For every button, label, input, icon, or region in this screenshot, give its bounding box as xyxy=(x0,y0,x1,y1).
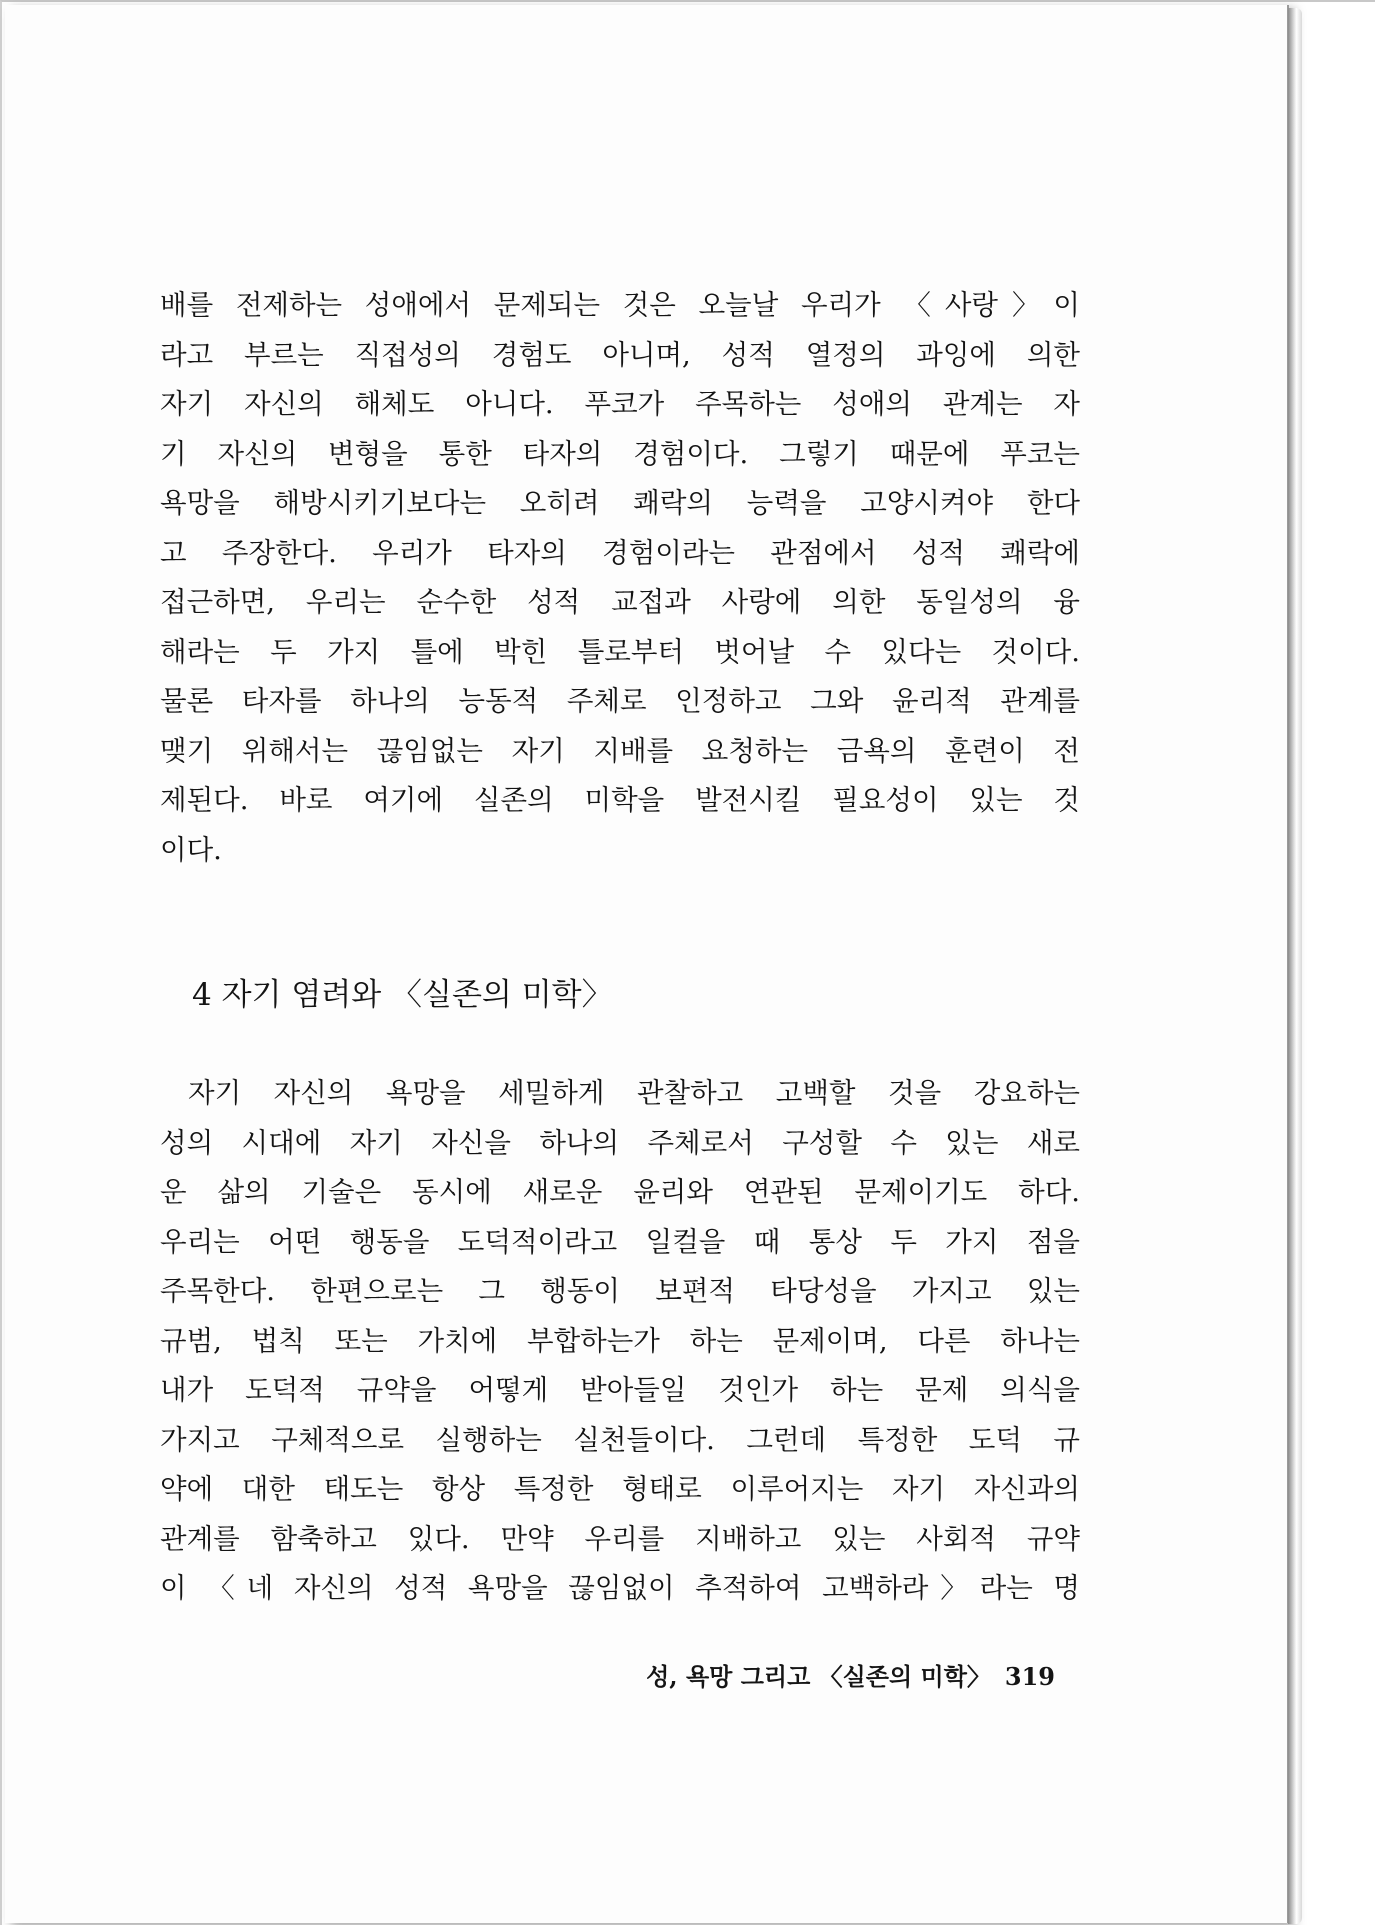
text-line: 내가 도덕적 규약을 어떻게 받아들일 것인가 하는 문제 의식을 xyxy=(160,1374,1080,1406)
text-line: 관계를 함축하고 있다. 만약 우리를 지배하고 있는 사회적 규약 xyxy=(160,1522,1080,1555)
text-line: 제된다. 바로 여기에 실존의 미학을 발전시킬 필요성이 있는 것 xyxy=(160,784,1080,816)
page-footer xyxy=(595,1657,1055,1697)
paragraph-continued xyxy=(160,281,1080,875)
text-line: 이다. xyxy=(160,833,222,866)
text-line: 성의 시대에 자기 자신을 하나의 주체로서 구성할 수 있는 새로 xyxy=(160,1126,1080,1159)
text-line: 라고 부르는 직접성의 경험도 아니며, 성적 열정의 과잉에 의한 xyxy=(160,338,1080,371)
running-title: 성, 욕망 그리고 〈실존의 미학〉 xyxy=(646,1662,991,1691)
text-line: 기 자신의 변형을 통한 타자의 경험이다. 그렇기 때문에 푸코는 xyxy=(160,437,1080,470)
page-edge xyxy=(1288,8,1302,1924)
text-line: 욕망을 해방시키기보다는 오히려 쾌락의 능력을 고양시켜야 한다 xyxy=(160,487,1080,519)
text-line: 약에 대한 태도는 항상 특정한 형태로 이루어지는 자기 자신과의 xyxy=(160,1473,1080,1505)
text-line: 자기 자신의 욕망을 세밀하게 관찰하고 고백할 것을 강요하는 xyxy=(188,1077,1080,1109)
page-number: 319 xyxy=(1004,1662,1055,1691)
text-line: 맺기 위해서는 끊임없는 자기 지배를 요청하는 금욕의 훈련이 전 xyxy=(160,734,1080,767)
text-line: 가지고 구체적으로 실행하는 실천들이다. 그런데 특정한 도덕 규 xyxy=(160,1423,1080,1456)
text-line: 규범, 법칙 또는 가치에 부합하는가 하는 문제이며, 다른 하나는 xyxy=(160,1324,1080,1357)
text-line: 고 주장한다. 우리가 타자의 경험이라는 관점에서 성적 쾌락에 xyxy=(160,536,1080,569)
text-line: 접근하면, 우리는 순수한 성적 교접과 사랑에 의한 동일성의 융 xyxy=(160,586,1080,618)
text-line: 자기 자신의 해체도 아니다. 푸코가 주목하는 성애의 관계는 자 xyxy=(160,388,1080,420)
text-line: 물론 타자를 하나의 능동적 주체로 인정하고 그와 윤리적 관계를 xyxy=(160,685,1080,717)
text-line: 이 〈네 자신의 성적 욕망을 끊임없이 추적하여 고백하라〉라는 명 xyxy=(160,1572,1080,1604)
text-line: 해라는 두 가지 틀에 박힌 틀로부터 벗어날 수 있다는 것이다. xyxy=(160,635,1080,668)
text-line: 주목한다. 한편으로는 그 행동이 보편적 타당성을 가지고 있는 xyxy=(160,1275,1080,1307)
book-page xyxy=(5,5,1289,1923)
text-line: 우리는 어떤 행동을 도덕적이라고 일컬을 때 통상 두 가지 점을 xyxy=(160,1225,1080,1258)
text-line: 배를 전제하는 성애에서 문제되는 것은 오늘날 우리가 〈사랑〉이 xyxy=(160,289,1080,321)
paragraph-section-4 xyxy=(160,1069,1080,1614)
section-heading: 4 자기 염려와 〈실존의 미학〉 xyxy=(192,977,613,1013)
text-line: 운 삶의 기술은 동시에 새로운 윤리와 연관된 문제이기도 하다. xyxy=(160,1176,1080,1208)
